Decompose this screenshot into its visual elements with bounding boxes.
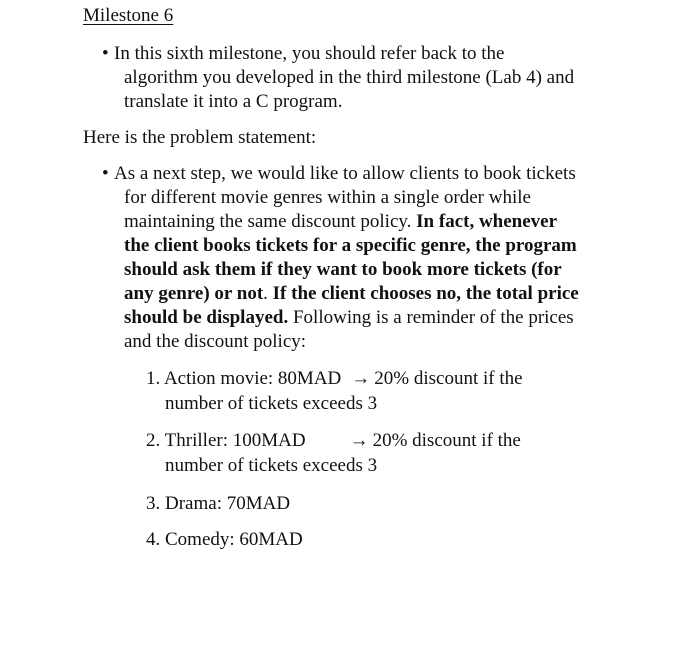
price-item-label: Action movie: 80MAD xyxy=(163,368,342,389)
right-arrow-icon: → xyxy=(351,368,371,389)
bullet1-line: In this sixth milestone, you should refer back to the xyxy=(114,43,505,64)
problem-line: and the discount policy: xyxy=(124,331,307,352)
price-item-thriller xyxy=(146,429,521,479)
problem-text: Following is a reminder of the prices xyxy=(288,307,574,328)
price-item-label: Drama: 70MAD xyxy=(165,493,291,514)
price-item-note: 20% discount if the xyxy=(372,430,521,451)
price-item-number: 1. xyxy=(146,368,161,389)
problem-bold-text: should ask them if they want to book more tickets (for xyxy=(124,259,562,280)
problem-text: . xyxy=(263,283,273,304)
problem-bold-text: should be displayed. xyxy=(124,307,289,328)
price-item-number: 4. xyxy=(146,529,161,550)
price-item-drama xyxy=(146,492,290,516)
problem-line: As a next step, we would like to allow clients to book tickets xyxy=(114,163,576,184)
problem-bold-text: If the client chooses no, the total price xyxy=(272,283,579,304)
problem-line xyxy=(102,282,622,306)
bullet-dot-icon: • xyxy=(102,43,109,64)
price-item-note-cont: number of tickets exceeds 3 xyxy=(165,393,378,414)
price-item-note-cont: number of tickets exceeds 3 xyxy=(165,455,378,476)
problem-line: for different movie genres within a single order while xyxy=(124,187,531,208)
problem-statement-label: Here is the problem statement: xyxy=(83,127,317,148)
price-item-number: 3. xyxy=(146,493,161,514)
problem-bold-text: any genre) or not xyxy=(124,283,264,304)
problem-line xyxy=(102,258,622,282)
problem-line xyxy=(102,306,622,330)
problem-text: maintaining the same discount policy. xyxy=(124,211,417,232)
problem-line xyxy=(102,210,622,234)
problem-bold-text: the client books tickets for a specific genre, the program xyxy=(124,235,577,256)
problem-bullet xyxy=(102,162,622,354)
problem-bold-text: In fact, whenever xyxy=(416,211,558,232)
price-item-comedy xyxy=(146,528,303,552)
price-item-label: Comedy: 60MAD xyxy=(165,529,303,550)
milestone-heading: Milestone 6 xyxy=(83,5,174,26)
price-item-action xyxy=(146,367,523,417)
price-item-number: 2. xyxy=(146,430,161,451)
price-item-note: 20% discount if the xyxy=(374,368,523,389)
bullet1-line: algorithm you developed in the third milestone (Lab 4) and xyxy=(124,67,575,88)
milestone-bullet xyxy=(102,42,622,114)
right-arrow-icon: → xyxy=(349,430,369,451)
price-item-label: Thriller: 100MAD xyxy=(164,430,306,451)
bullet-dot-icon: • xyxy=(102,163,109,184)
bullet1-line: translate it into a C program. xyxy=(124,91,343,112)
problem-line xyxy=(102,234,622,258)
